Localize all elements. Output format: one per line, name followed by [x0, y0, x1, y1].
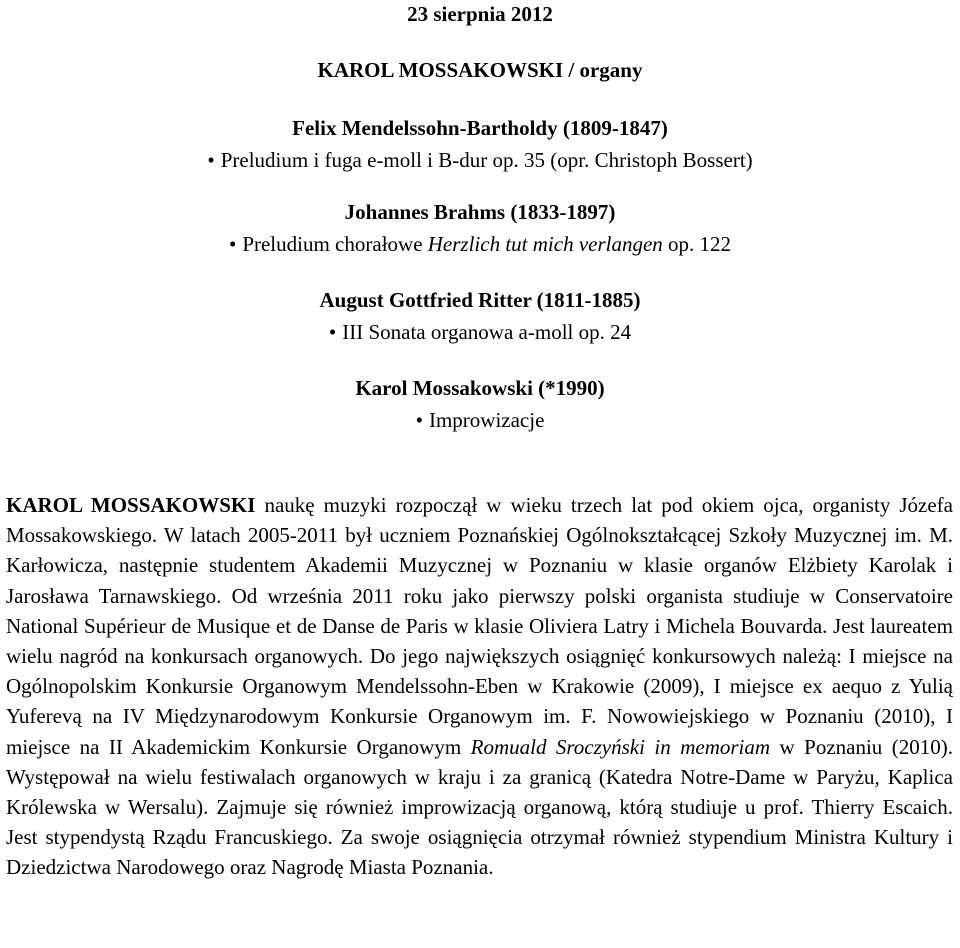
- biography-text: naukę muzyki rozpoczął w wieku trzech lat pod okiem ojca, organisty Józefa Mossakowskiego. W latach 2005-2011 był uczniem Poznańskiej Ogólnokształcącej Szkoły Muzycznej im. M. Karłowicza, następnie studentem Akademii Muzycznej w Poznaniu w klasie organów Elżbiety Karolak i Jarosława Tarnawskiego. Od września 2011 roku jako pierwszy polski organista studiuje w Conservatoire National Supérieur de Musique et de Danse de Paris w klasie Oliviera Latry i Michela Bouvarda. Jest laureatem wielu nagród na konkursach organowych. Do jego największych osiągnięć konkursowych należą: I miejsce na Ogólnopolskim Konkursie Organowym Mendelssohn-Eben w Krakowie (2009), I miejsce ex aequo z Yulią Yuferevą na IV Międzynarodowym Konkursie Organowym im. F. Nowowiejskiego w Poznaniu (2010), I miejsce na II Akademickim Konkursie Organowym: [6, 493, 953, 759]
- competition-name-italic: Romuald Sroczyński in memoriam: [470, 734, 771, 759]
- work-line: [0, 320, 960, 344]
- work-line: [0, 232, 960, 256]
- bullet-icon: •: [415, 408, 423, 432]
- composer-name: Karol Mossakowski (*1990): [355, 376, 605, 400]
- bullet-icon: •: [207, 148, 215, 172]
- biography-paragraph: [6, 490, 953, 883]
- work-title: Preludium chorałowe: [242, 232, 428, 256]
- concert-date: 23 sierpnia 2012: [407, 2, 553, 26]
- work-title-suffix: op. 122: [662, 232, 732, 256]
- program-item: [0, 200, 960, 256]
- work-title: III Sonata organowa a-moll op. 24: [342, 320, 632, 344]
- bullet-icon: •: [228, 232, 237, 256]
- composer-name: Felix Mendelssohn-Bartholdy (1809-1847): [292, 116, 668, 140]
- composer-name: August Gottfried Ritter (1811-1885): [319, 288, 641, 312]
- biography-text-continued: w Poznaniu (2010). Występował na wielu festiwalach organowych w kraju i za granicą (Katedra Notre-Dame w Paryżu, Kaplica Królewska w Wersalu). Zajmuje się również improwizacją organową, którą studiuje u prof. Thierry Escaich. Jest stypendystą Rządu Francuskiego. Za swoje osiągnięcia otrzymał również stypendium Ministra Kultury i Dziedzictwa Narodowego oraz Nagrodę Miasta Poznania.: [6, 734, 953, 880]
- work-line: [0, 148, 960, 172]
- program-item: [0, 116, 960, 172]
- bullet-icon: •: [328, 320, 337, 344]
- work-title-italic: Herzlich tut mich verlangen: [427, 232, 663, 256]
- program-item: [0, 288, 960, 344]
- composer-name: Johannes Brahms (1833-1897): [344, 200, 616, 224]
- artist-name: KAROL MOSSAKOWSKI: [6, 493, 256, 517]
- program-item: [0, 376, 960, 432]
- concert-title: KAROL MOSSAKOWSKI / organy: [317, 58, 643, 82]
- work-title: Improwizacje: [428, 408, 545, 432]
- work-line: [0, 408, 960, 432]
- work-title: Preludium i fuga e-moll i B-dur op. 35 (opr. Christoph Bossert): [220, 148, 753, 172]
